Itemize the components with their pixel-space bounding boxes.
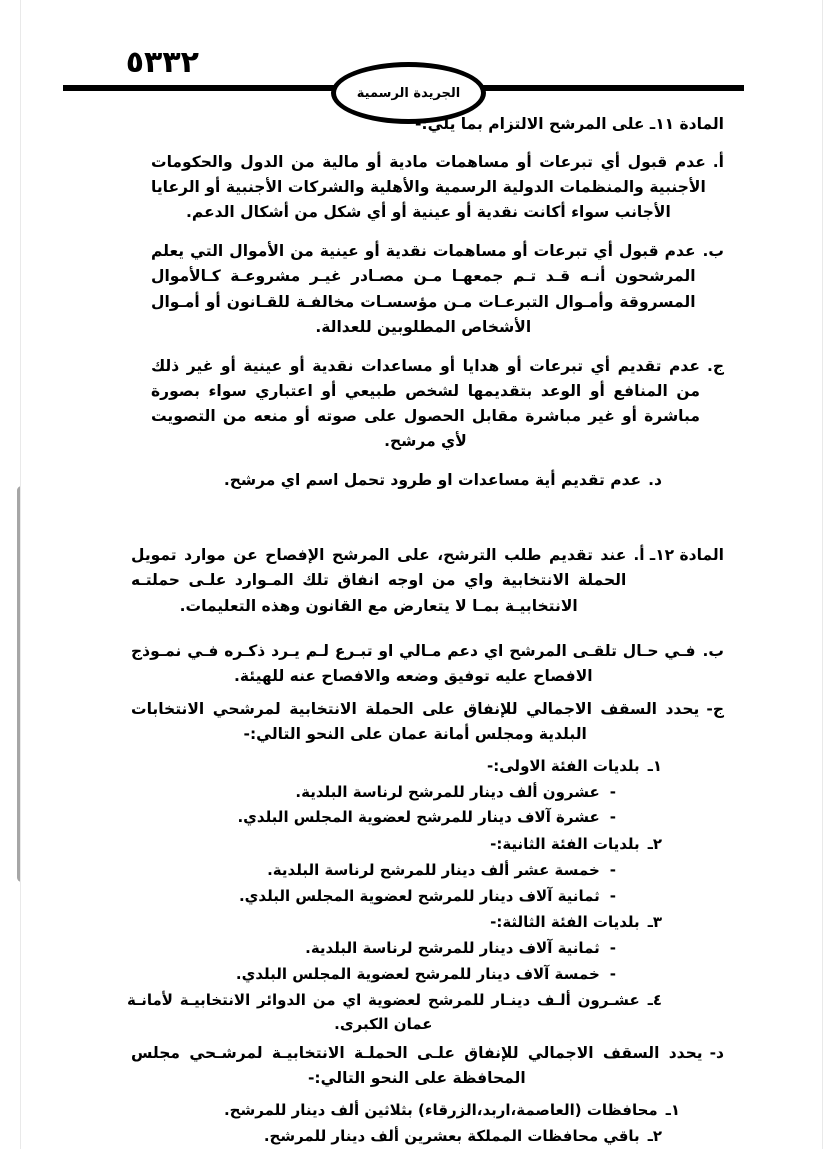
clause-marker-c2: ج- bbox=[706, 699, 724, 718]
clause-text-c: عدم تقديم أي تبرعات أو هدايا أو مساعدات نقدية أو عينية أو غير ذلك من المنافع أو الوعد بتقديمها لشخص طبيعي أو اعتباري سواء بصورة مباشرة أو غير مباشرة مقابل الحصول على صوته أو منعه من التصويت لأي مرشح. bbox=[151, 356, 700, 451]
article-12-heading-marker: المادة ١٢ـ أ. bbox=[633, 546, 724, 565]
list-item bbox=[109, 937, 616, 961]
category-4-text: عشـرون ألـف دينـار للمرشح لعضوية اي من الدوائر الانتخابيـة لأمانـة عمان الكبرى. bbox=[127, 991, 640, 1033]
article-11-clause-b bbox=[109, 239, 724, 339]
article-12-clause-b bbox=[109, 639, 724, 689]
province-1-marker: ١ـ bbox=[665, 1100, 680, 1119]
clause-text-b2: فـي حـال تلقـى المرشح اي دعم مـالي او تبـرع لـم يـرد ذكـره فـي نمـوذج الافصاح عليه توفيق وضعه والافصاح عنه للهيئة. bbox=[131, 641, 696, 685]
page-number: ٥٣٣٢ bbox=[125, 45, 199, 80]
clause-marker-b: ب. bbox=[702, 242, 724, 261]
category-3-item-2: خمسة آلاف دينار للمرشح لعضوية المجلس البلدي. bbox=[235, 964, 600, 983]
category-4 bbox=[109, 989, 662, 1036]
clause-text-d2: يحدد السقف الاجمالي للإنفاق علـى الحملـة الانتخابيـة لمرشـحي مجلس المحافظة على النحو التالي:- bbox=[131, 1043, 703, 1087]
municipality-category-list bbox=[109, 755, 724, 1037]
list-item bbox=[109, 859, 616, 883]
category-group-2 bbox=[109, 833, 662, 908]
category-2-heading bbox=[109, 833, 662, 857]
article-11-heading: المادة ١١ـ على المرشح الالتزام بما يلي:- bbox=[414, 115, 724, 133]
province-2-text: باقي محافظات المملكة بعشرين ألف دينار للمرشح. bbox=[263, 1126, 640, 1145]
category-1-item-2: عشرة آلاف دينار للمرشح لعضوية المجلس البلدي. bbox=[237, 808, 600, 827]
category-1-marker: ١ـ bbox=[647, 757, 662, 776]
category-2-marker: ٢ـ bbox=[647, 835, 662, 854]
clause-marker-c: ج. bbox=[706, 356, 724, 375]
category-1-heading bbox=[109, 755, 662, 779]
category-3-item-1: ثمانية آلاف دينار للمرشح لرناسة البلدية. bbox=[305, 938, 600, 957]
dash-bullet-icon: - bbox=[609, 860, 616, 879]
article-12-heading-text: عند تقديم طلب الترشح، على المرشح الإفصاح عن موارد تمويل الحملة الانتخابية واي من اوجه انفاق تلك المـوارد علـى حملتـه الانتخابيـة بمـا لا يتعارض مع القانون وهذه التعليمات. bbox=[131, 546, 627, 615]
category-3-title: بلديات الفئة الثالثة:- bbox=[490, 913, 640, 932]
category-1-items bbox=[109, 781, 662, 830]
category-3-marker: ٣ـ bbox=[647, 913, 662, 932]
page-header bbox=[21, 0, 824, 110]
clause-marker-b2: ب. bbox=[702, 641, 724, 660]
dash-bullet-icon: - bbox=[609, 964, 616, 983]
list-item bbox=[109, 781, 616, 805]
list-item bbox=[109, 885, 616, 909]
province-list bbox=[109, 1099, 724, 1148]
list-item bbox=[109, 963, 616, 987]
clause-text-b: عدم قبول أي تبرعات أو مساهمات نقدية أو عينية من الأموال التي يعلم المرشحون أنـه قـد تـم جمعهـا مـن مصـادر غيـر مشروعـة كـالأموال المسروقة وأمـوال التبرعـات مـن مؤسسـات مخالفـة للقـانون أو أمـوال الأشخاص المطلوبين للعدالة. bbox=[151, 242, 696, 336]
category-4-marker: ٤ـ bbox=[647, 991, 662, 1010]
article-11-clause-d bbox=[109, 468, 724, 493]
article-11-clause-c bbox=[109, 354, 724, 454]
document-body bbox=[21, 112, 824, 1150]
province-1-text: محافظات (العاصمة،اربد،الزرقاء) بثلاثين ألف دينار للمرشح. bbox=[223, 1100, 658, 1119]
article-12 bbox=[109, 543, 724, 1148]
masthead-label: الجريدة الرسمية bbox=[356, 85, 461, 101]
category-2-item-1: خمسة عشر ألف دينار للمرشح لرناسة البلدية. bbox=[267, 860, 600, 879]
category-group-3 bbox=[109, 911, 662, 986]
article-11-clause-a bbox=[109, 150, 724, 225]
category-2-item-2: ثمانية آلاف دينار للمرشح لعضوية المجلس البلدي. bbox=[238, 886, 600, 905]
category-group-1 bbox=[109, 755, 662, 830]
scrollbar-track[interactable] bbox=[8, 0, 19, 1149]
dash-bullet-icon: - bbox=[609, 886, 616, 905]
article-11 bbox=[109, 112, 724, 493]
category-3-heading bbox=[109, 911, 662, 935]
dash-bullet-icon: - bbox=[609, 938, 616, 957]
clause-marker-a: أ. bbox=[712, 153, 724, 172]
clause-marker-d: د. bbox=[648, 471, 662, 490]
category-1-title: بلديات الفئة الاولى:- bbox=[487, 757, 640, 776]
article-spacer bbox=[109, 507, 724, 543]
province-2-marker: ٢ـ bbox=[647, 1126, 662, 1145]
clause-text-a: عدم قبول أي تبرعات أو مساهمات مادية أو مالية من الدول والحكومات الأجنبية والمنظمات الدولية الرسمية والأهلية والشركات الأجنبية أو الرعايا الأجانب سواء أكانت نقدية أو عينية أو أي شكل من أشكال الدعم. bbox=[151, 153, 706, 222]
article-12-clause-a bbox=[109, 543, 724, 618]
clause-text-c2: يحدد السقف الاجمالي للإنفاق على الحملة الانتخابية لمرشحي الانتخابات البلدية ومجلس أمانة عمان على النحو التالي:- bbox=[131, 699, 700, 743]
document-page bbox=[20, 0, 823, 1149]
province-item-2 bbox=[109, 1125, 680, 1149]
category-2-items bbox=[109, 859, 662, 908]
clause-text-d: عدم تقديم أية مساعدات او طرود تحمل اسم اي مرشح. bbox=[223, 471, 642, 490]
province-item-1 bbox=[109, 1099, 680, 1123]
dash-bullet-icon: - bbox=[609, 808, 616, 827]
category-1-item-1: عشرون ألف دينار للمرشح لرناسة البلدية. bbox=[295, 782, 600, 801]
category-3-items bbox=[109, 937, 662, 986]
dash-bullet-icon: - bbox=[609, 782, 616, 801]
category-2-title: بلديات الفئة الثانية:- bbox=[490, 835, 640, 854]
article-12-clause-d bbox=[109, 1041, 724, 1091]
clause-marker-d2: د- bbox=[709, 1043, 724, 1062]
article-12-clause-c bbox=[109, 697, 724, 747]
list-item bbox=[109, 806, 616, 830]
